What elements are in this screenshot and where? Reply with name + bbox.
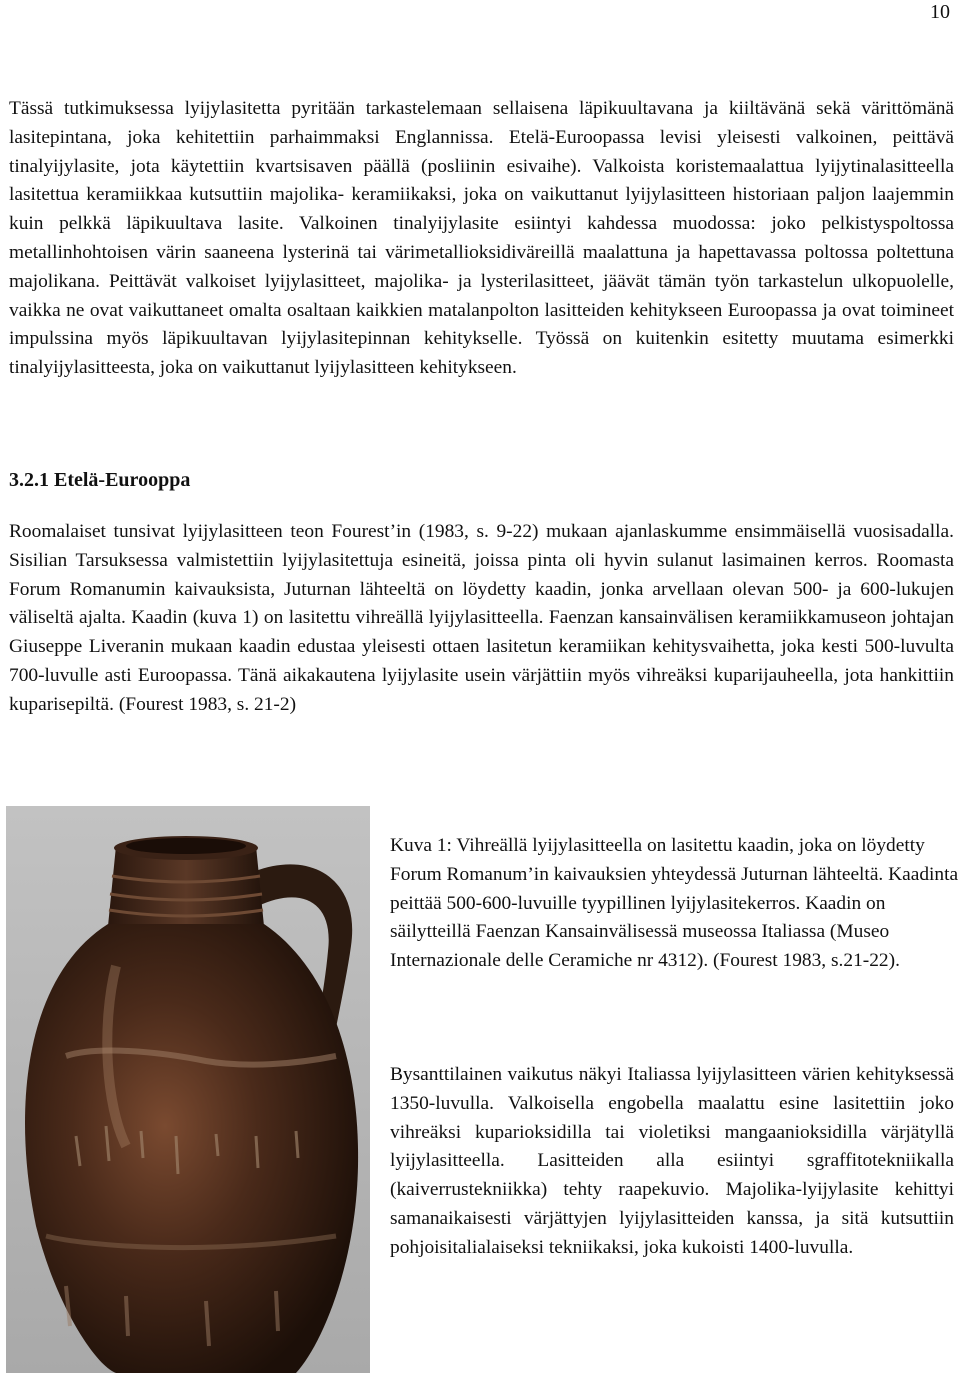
history-paragraph: Roomalaiset tunsivat lyijylasitteen teon Fourest’in (1983, s. 9-22) mukaan ajanlaskumme ensimmäisellä vuosisadalla. Sisilian Tarsuksessa valmistettiin lyijylasitettuja esineitä, joissa pinta oli hyvin sulanut lasimainen kerros. Roomasta Forum Romanumin kaivauksista, Juturnan lähteeltä on löydetty kaadin, jonka arvellaan olevan 500- ja 600-lukujen väliseltä ajalta. Kaadin (kuva 1) on lasitettu vihreällä lyijylasitteella. Faenzan kansainvälisen keramiikkamuseon johtajan Giuseppe Liveranin mukaan kaadin edustaa yleisesti ottaen lasitetun keramiikan kehitysvaihetta, joka kesti 500-luvulta 700-luvulle asti Euroopassa. Tänä aikakautena lyijylasite usein värjättiin myös vihreäksi kuparijauheella, jota hankittiin kuparisepiltä. (Fourest 1983, s. 21-2) [9, 521, 954, 715]
jug-illustration [6, 806, 370, 1373]
byzantine-paragraph: Bysanttilainen vaikutus näkyi Italiassa lyijylasitteen värien kehityksessä 1350-luvulla. Valkoisella engobella maalattu esine lasitettiin joko vihreäksi kuparioksidilla tai violetiksi mangaanioksidilla värjätyllä lyijylasitteella. Lasitteiden alla esiintyi sgraffitotekniikalla (kaiverrustekniikka) tehty raapekuvio. Majolika-lyijylasite kehittyi samanaikaisesti värjättyjen lyijylasitteiden kanssa, ja sitä kutsuttiin pohjoisitalialaiseksi tekniikaksi, joka kukoisti 1400-luvulla. [390, 1064, 954, 1258]
intro-paragraph: Tässä tutkimuksessa lyijylasitetta pyritään tarkastelemaan sellaisena läpikuultavana ja kiiltävänä sekä värittömänä lasitepintana, joka kehitettiin parhaimmaksi Englannissa. Etelä-Euroopassa levisi yleisesti valkoinen, peittävä tinalyijylasite, jota käytettiin kvartsisaven päällä (posliinin esivaihe). Valkoista koristemaalattua lyijytinalasitteella lasitettua keramiikkaa kutsuttiin majolika- keramiikaksi, joka on vaikuttanut lyijylasitteen historiaan paljon laajemmin kuin pelkkä läpikuultava lasite. Valkoinen tinalyijylasite esiintyi kahdessa muodossa: joko pelkistyspoltossa metallinhohtoisen värin saaneena lysterinä tai värimetallioksidiväreillä maalattuna ja hapettavassa poltossa poltettuna majolikana. Peittävät valkoiset lyijylasitteet, majolika- ja lysterilasitteet, jäävät tämän työn tarkastelun ulkopuolelle, vaikka ne ovat vaikuttaneet omalta osaltaan kaikkien matalanpolton lasitteiden kehitykseen Euroopassa ja ovat toimineet impulssina myös läpikuultavan lyijylasitepinnan kehitykselle. Työssä on kuitenkin esitetty muutama esimerkki tinalyijylasitteesta, joka on vaikuttanut lyijylasitteen kehitykseen. [9, 98, 954, 379]
page-number: 10 [930, 1, 950, 23]
jug-photo [6, 806, 370, 1373]
jug-body [25, 924, 358, 1373]
section-heading: 3.2.1 Etelä-Eurooppa [9, 469, 191, 491]
figure-caption: Kuva 1: Vihreällä lyijylasitteella on lasitettu kaadin, joka on löydetty Forum Romanum’in kaivauksien yhteydessä Juturnan lähteeltä. Kaadinta peittää 500-600-luvuille tyypillinen lyijylasitekerros. Kaadin on säilytteillä Faenzan Kansainvälisessä museossa Italiassa (Museo Internazionale delle Ceramiche nr 4312). (Fourest 1983, s.21-22). [390, 835, 959, 972]
